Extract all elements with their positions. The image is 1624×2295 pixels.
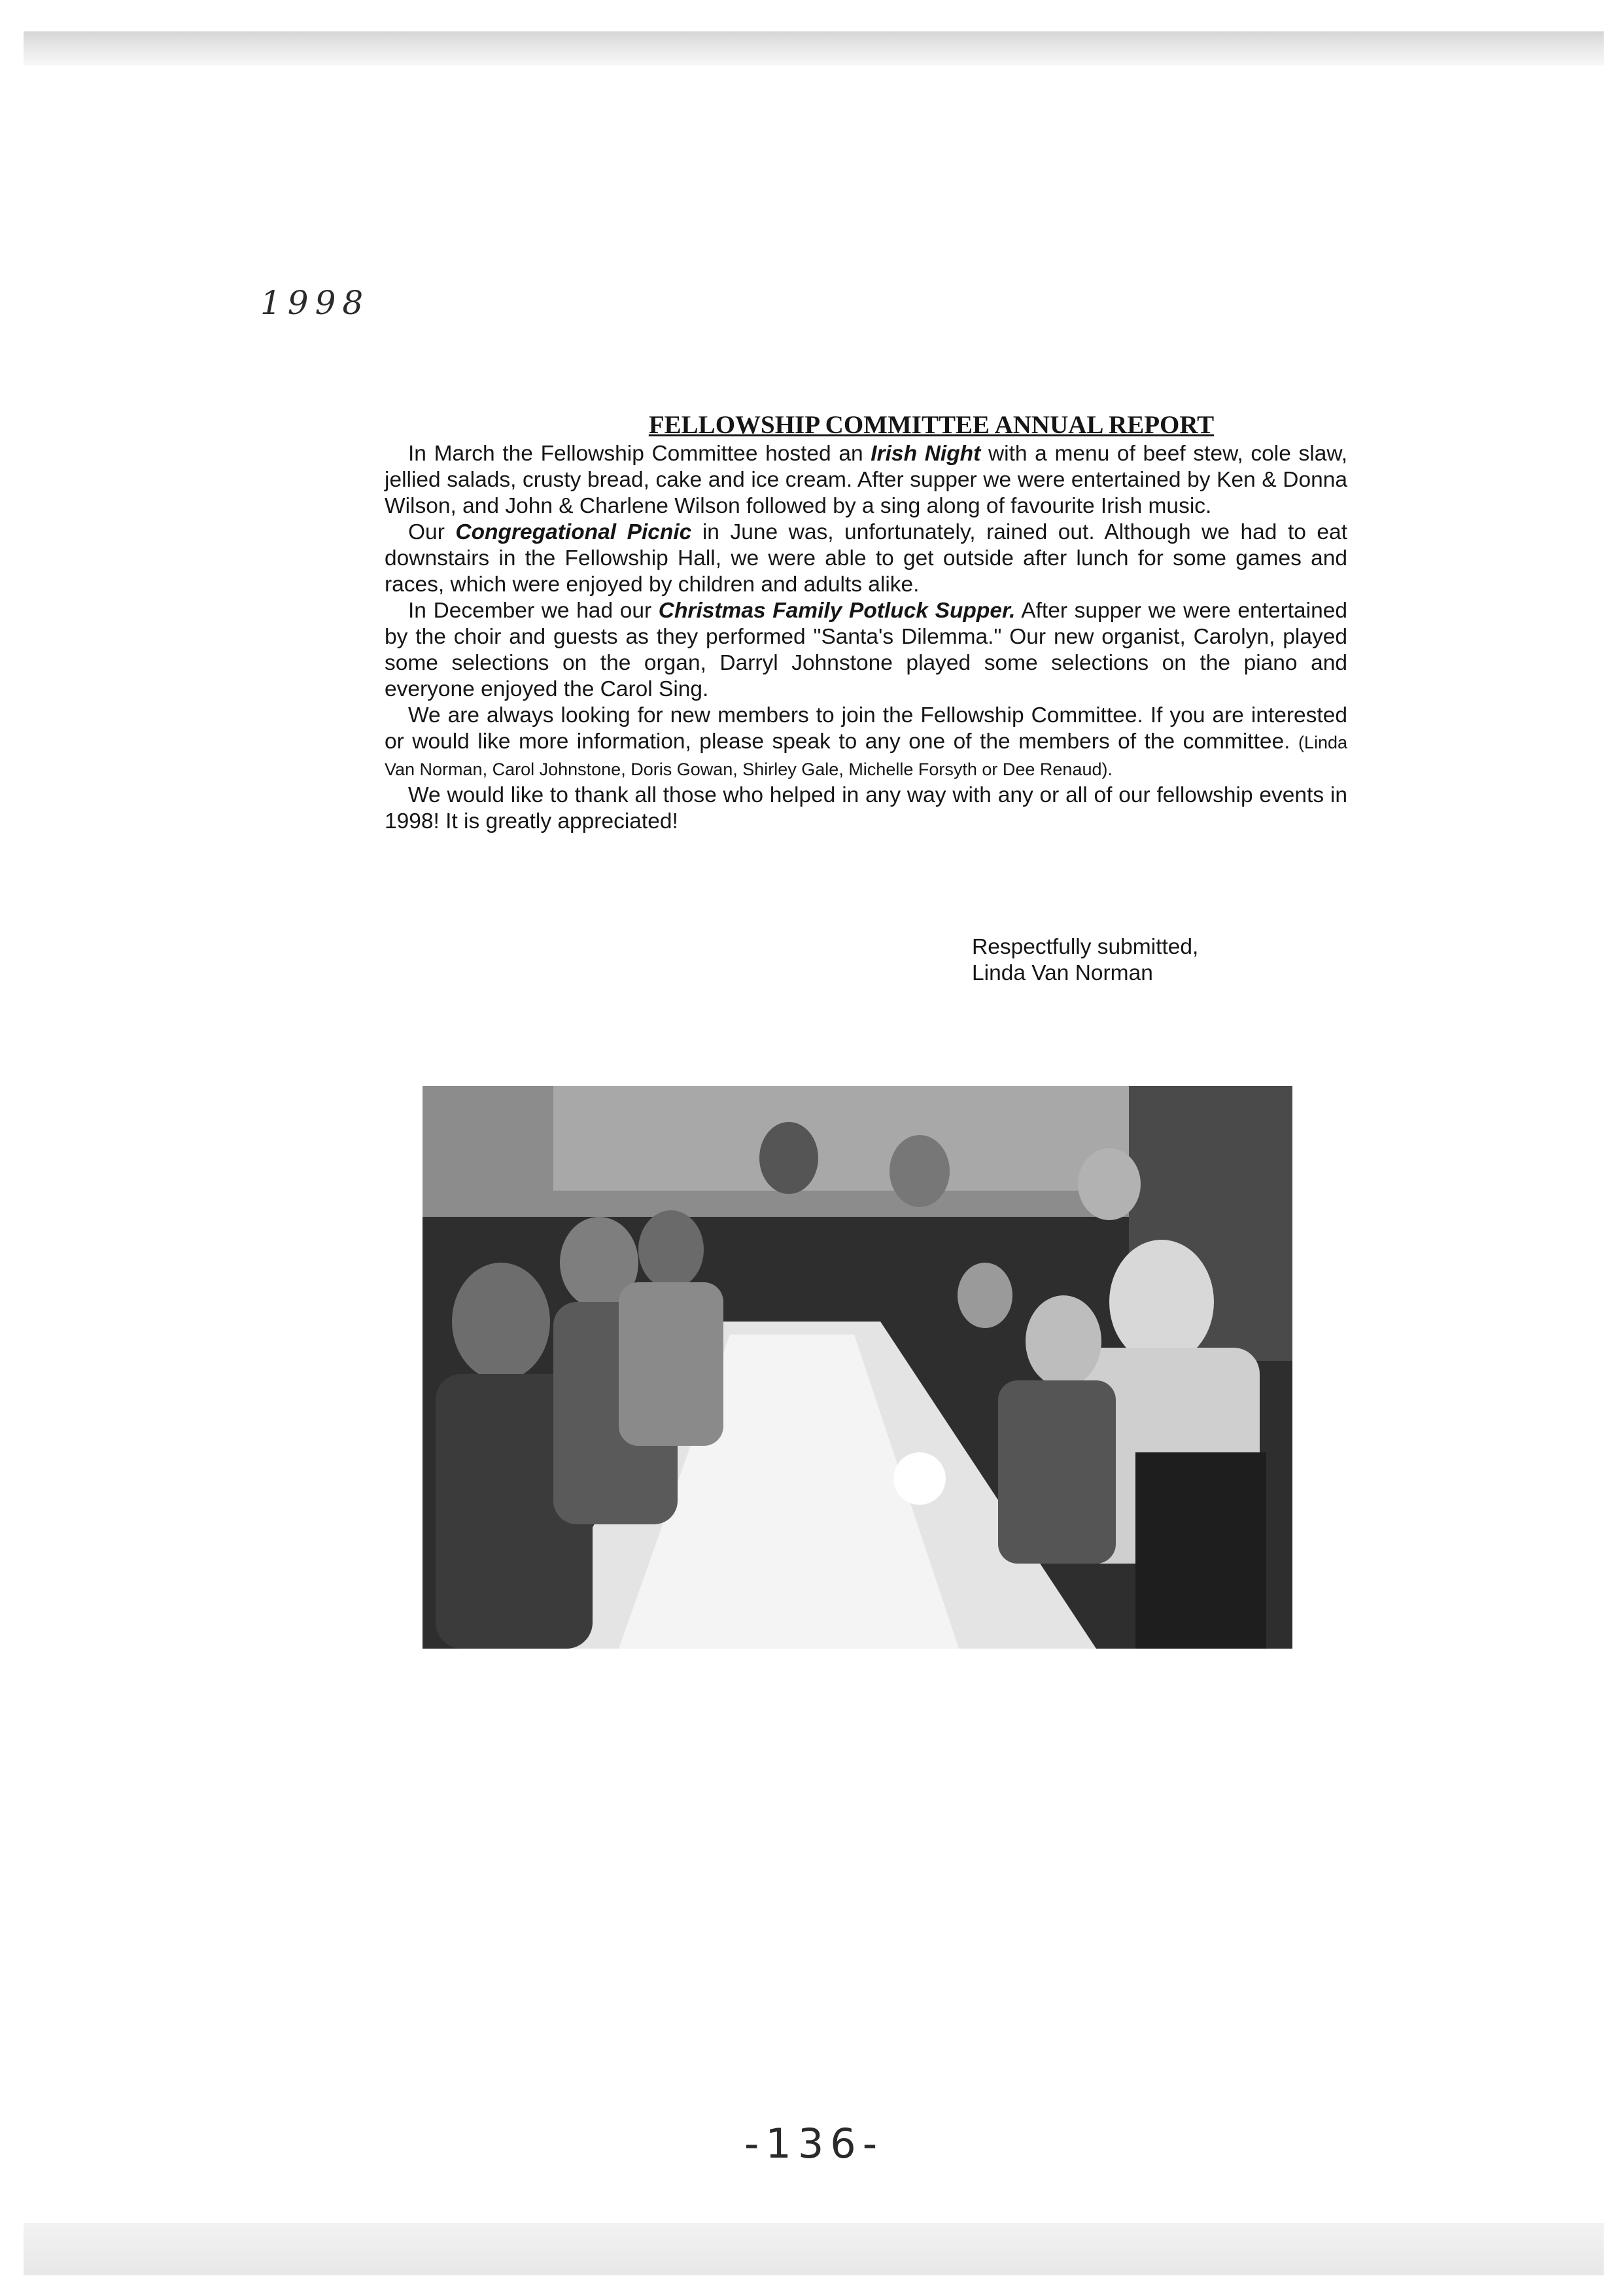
handwritten-year: 1998: [260, 284, 370, 322]
paragraph-picnic: [385, 519, 1347, 598]
paragraph-thanks: We would like to thank all those who helped in any way with any or all of our fellowship events in 1998! It is greatly appreciated!: [385, 783, 1347, 833]
paragraph-text: In December we had our: [408, 599, 659, 623]
paragraph-text: After supper we were entertained by the choir and guests as they performed "Santa's Dilemma." Our new organist, Carolyn, played some selections on the organ, Darryl Johnstone played some selections on the piano and everyone enjoyed the Carol Sing.: [385, 599, 1348, 701]
paragraph-text: with a menu of beef stew, cole slaw, jellied salads, crusty bread, cake and ice cream. After supper we were entertained by Ken & Donna Wilson, and John & Charlene Wilson followed by a sing along of favourite Irish music.: [385, 442, 1347, 518]
signoff-author: Linda Van Norman: [972, 961, 1153, 985]
paragraph-members: [385, 703, 1347, 782]
paragraph-irish-night: [385, 441, 1347, 519]
signoff-line: Respectfully submitted,: [972, 935, 1199, 959]
event-name: Congregational Picnic: [455, 520, 692, 544]
paragraph-text: In March the Fellowship Committee hosted an: [408, 442, 871, 466]
committee-members: (Linda Van Norman, Carol Johnstone, Doris Gowan, Shirley Gale, Michelle Forsyth or Dee Renaud).: [385, 733, 1347, 779]
paragraph-christmas: [385, 598, 1347, 703]
event-name: Irish Night: [871, 442, 981, 466]
report-body: [385, 411, 1347, 835]
report-title: FELLOWSHIP COMMITTEE ANNUAL REPORT: [648, 411, 1215, 439]
paragraph-text: in June was, unfortunately, rained out. Although we had to eat downstairs in the Fellowship Hall, we were able to get outside after lunch for some games and races, which were enjoyed by children and adults alike.: [385, 520, 1347, 597]
page-number: -136-: [744, 2120, 884, 2167]
scan-border-bottom: [24, 2223, 1604, 2275]
event-photo: [423, 1086, 1292, 1649]
paragraph-text: Our: [408, 520, 456, 544]
scan-border-top: [24, 31, 1604, 65]
photo-illustration: [423, 1086, 1292, 1649]
signoff: [972, 934, 1198, 987]
paragraph-text: We are always looking for new members to join the Fellowship Committee. If you are interested or would like more information, please speak to any one of the members of the committee.: [385, 703, 1347, 754]
event-name: Christmas Family Potluck Supper.: [658, 599, 1016, 623]
